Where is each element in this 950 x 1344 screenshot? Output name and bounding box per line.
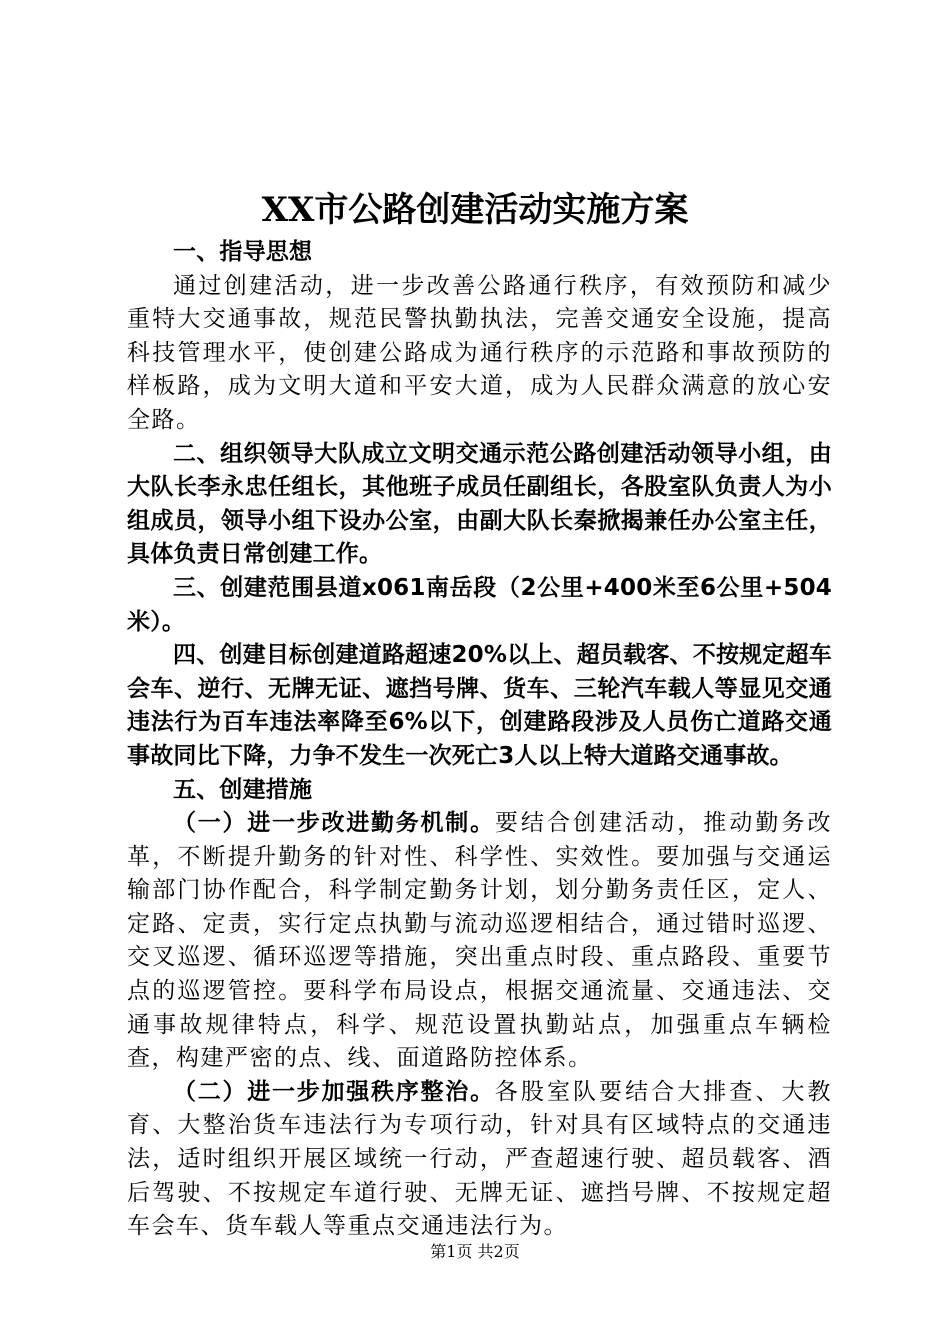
paragraph-text: 通过创建活动，进一步改善公路通行秩序，有效预防和减少重特大交通事故，规范民警执勤执法，完善交通安全设施，提高科技管理水平，使创建公路成为通行秩序的示范路和事故预防的样板路，成为文明大道和平安大道，成为人民群众满意的放心安全路。 (127, 272, 832, 433)
section-goals (127, 639, 832, 773)
document-title: XX市公路创建活动实施方案 (261, 190, 689, 230)
measure-2-order-rectification (127, 1076, 832, 1244)
paragraph-text: 一、指导思想 (173, 239, 313, 265)
paragraph-text: 各股室队要结合大排查、大教育、大整治货车违法行为专项行动，针对具有区域特点的交通违法，适时组织开展区域统一行动，严查超速行驶、超员载客、酒后驾驶、不按规定车道行驶、无牌无证、遮挡号牌、不按规定超车会车、货车载人等重点交通违法行为。 (127, 1078, 832, 1240)
paragraph-text: 要结合创建活动，推动勤务改革，不断提升勤务的针对性、科学性、实效性。要加强与交通运输部门协作配合，科学制定勤务计划，划分勤务责任区，定人、定路、定责，实行定点执勤与流动巡逻相结合，通过错时巡逻、交叉巡逻、循环巡逻等措施，突出重点时段、重点路段、重要节点的巡逻管控。要科学布局设点，根据交通流量、交通违法、交通事故规律特点，科学、规范设置执勤站点，加强重点车辆检查，构建严密的点、线、面道路防控体系。 (127, 810, 832, 1072)
paragraph-text: 四、创建目标创建道路超速20%以上、超员载客、不按规定超车会车、逆行、无牌无证、遮挡号牌、货车、三轮汽车载人等显见交通违法行为百车违法率降至6%以下，创建路段涉及人员伤亡道路交通事故同比下降，力争不发生一次死亡3人以上特大道路交通事故。 (127, 642, 832, 769)
section-heading-1 (127, 236, 832, 270)
paragraph-guiding-thought (127, 270, 832, 438)
section-organization (127, 438, 832, 572)
section-heading-5 (127, 774, 832, 808)
section-scope (127, 572, 832, 639)
measure-1-duty-mechanism (127, 807, 832, 1076)
paragraph-text: 三、创建范围县道x061南岳段（2公里+400米至6公里+504米）。 (127, 574, 832, 635)
paragraph-lead: （二）进一步加强秩序整治。 (173, 1078, 495, 1105)
document-body (127, 236, 832, 1244)
paragraph-lead: （一）进一步改进勤务机制。 (173, 810, 495, 837)
paragraph-text: 五、创建措施 (173, 776, 313, 803)
paragraph-text: 二、组织领导大队成立文明交通示范公路创建活动领导小组，由大队长李永忠任组长，其他班子成员任副组长，各股室队负责人为小组成员，领导小组下设办公室，由副大队长秦掀揭兼任办公室主任，具体负责日常创建工作。 (127, 440, 832, 568)
page-number-footer: 第1页 共2页 (430, 1242, 520, 1261)
